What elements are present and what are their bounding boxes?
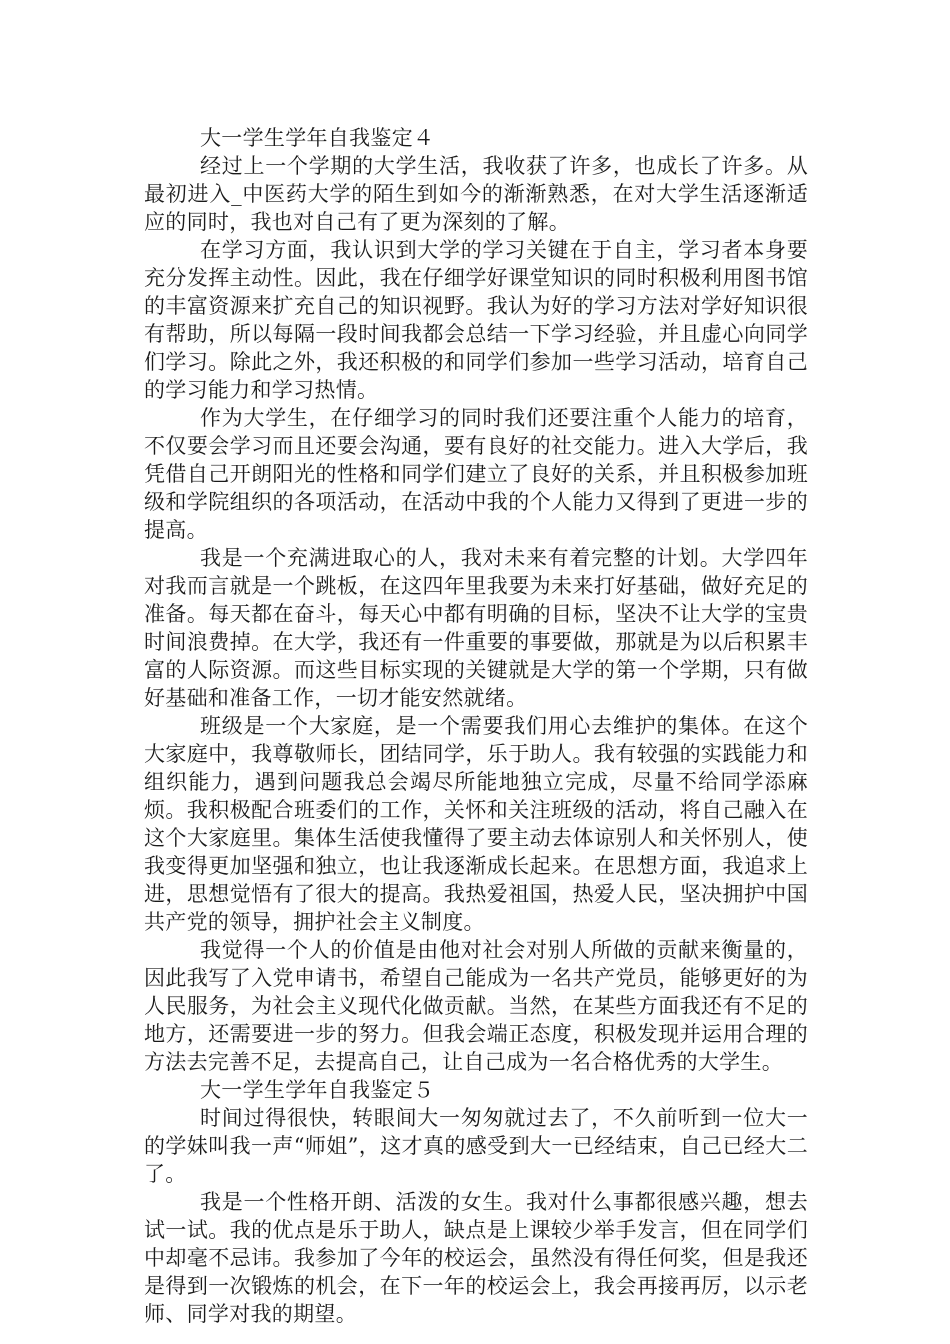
paragraph: 我是一个性格开朗、活泼的女生。我对什么事都很感兴趣，想去试一试。我的优点是乐于助人，缺点是上课较少举手发言，但在同学们中却毫不忌讳。我参加了今年的校运会，虽然没有得任何奖，但是我还是得到一次锻炼的机会，在下一年的校运会上，我会再接再厉，以示老师、同学对我的期望。 [144,1190,808,1326]
paragraph: 时间过得很快，转眼间大一匆匆就过去了，不久前听到一位大一的学妹叫我一声“师姐”，这才真的感受到大一已经结束，自己已经大二了。 [144,1106,808,1186]
paragraph: 班级是一个大家庭，是一个需要我们用心去维护的集体。在这个大家庭中，我尊敬师长，团结同学，乐于助人。我有较强的实践能力和组织能力，遇到问题我总会竭尽所能地独立完成，尽量不给同学添麻烦。我积极配合班委们的工作，关怀和关注班级的活动，将自己融入在这个大家庭里。集体生活使我懂得了要主动去体谅别人和关怀别人，使我变得更加坚强和独立，也让我逐渐成长起来。在思想方面，我追求上进，思想觉悟有了很大的提高。我热爱祖国，热爱人民，坚决拥护中国共产党的领导，拥护社会主义制度。 [144,714,808,934]
paragraph: 经过上一个学期的大学生活，我收获了许多，也成长了许多。从最初进入_中医药大学的陌生到如今的渐渐熟悉，在对大学生活逐渐适应的同时，我也对自己有了更为深刻的了解。 [144,154,808,234]
paragraph: 作为大学生，在仔细学习的同时我们还要注重个人能力的培育，不仅要会学习而且还要会沟通，要有良好的社交能力。进入大学后，我凭借自己开朗阳光的性格和同学们建立了良好的关系，并且积极参加班级和学院组织的各项活动，在活动中我的个人能力又得到了更进一步的提高。 [144,406,808,542]
section-heading-4: 大一学生学年自我鉴定４ [200,126,435,150]
paragraph: 在学习方面，我认识到大学的学习关键在于自主，学习者本身要充分发挥主动性。因此，我在仔细学好课堂知识的同时积极利用图书馆的丰富资源来扩充自己的知识视野。我认为好的学习方法对学好知识很有帮助，所以每隔一段时间我都会总结一下学习经验，并且虚心向同学们学习。除此之外，我还积极的和同学们参加一些学习活动，培育自己的学习能力和学习热情。 [144,238,808,402]
paragraph: 我觉得一个人的价值是由他对社会对别人所做的贡献来衡量的，因此我写了入党申请书，希望自己能成为一名共产党员，能够更好的为人民服务，为社会主义现代化做贡献。当然，在某些方面我还有不足的地方，还需要进一步的努力。但我会端正态度，积极发现并运用合理的方法去完善不足，去提高自己，让自己成为一名合格优秀的大学生。 [144,938,808,1074]
section-heading-5: 大一学生学年自我鉴定５ [200,1078,435,1102]
document-page [144,124,808,1328]
paragraph: 我是一个充满进取心的人，我对未来有着完整的计划。大学四年对我而言就是一个跳板，在这四年里我要为未来打好基础，做好充足的准备。每天都在奋斗，每天心中都有明确的目标，坚决不让大学的宝贵时间浪费掉。在大学，我还有一件重要的事要做，那就是为以后积累丰富的人际资源。而这些目标实现的关键就是大学的第一个学期，只有做好基础和准备工作，一切才能安然就绪。 [144,546,808,710]
